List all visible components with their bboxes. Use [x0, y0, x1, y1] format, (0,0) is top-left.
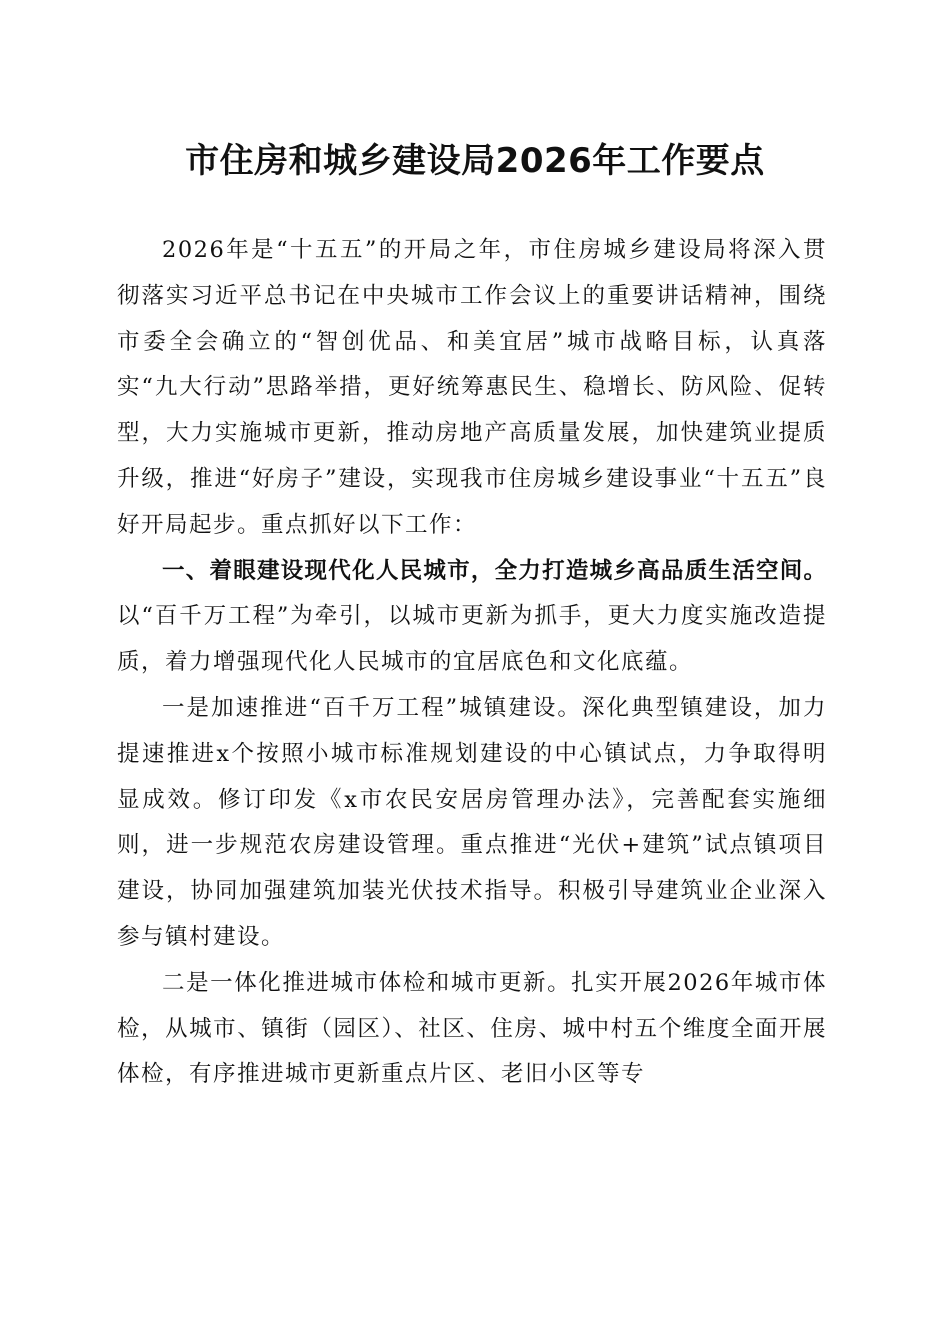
item-1-lead: 一是加速推进“百千万工程”城镇建设。 [162, 694, 582, 721]
item-1-body: 深化典型镇建设，加力提速推进x个按照小城市标准规划建设的中心镇试点，力争取得明显成效。修订印发《x市农民安居房管理办法》，完善配套实施细则，进一步规范农房建设管理。重点推进“光伏+建筑”试点镇项目建设，协同加强建筑加装光伏技术指导。积极引导建筑业企业深入参与镇村建设。 [117, 694, 827, 950]
document-body [117, 228, 827, 1098]
section-1-paragraph [117, 549, 827, 686]
section-1-body: 以“百千万工程”为牵引，以城市更新为抓手，更大力度实施改造提质，着力增强现代化人民城市的宜居底色和文化底蕴。 [117, 603, 827, 676]
item-2-body: 扎实开展2026年城市体检，从城市、镇街（园区）、社区、住房、城中村五个维度全面开展体检，有序推进城市更新重点片区、老旧小区等专 [117, 969, 827, 1088]
item-2-lead: 二是一体化推进城市体检和城市更新。 [162, 969, 572, 996]
intro-paragraph: 2026年是“十五五”的开局之年，市住房城乡建设局将深入贯彻落实习近平总书记在中央城市工作会议上的重要讲话精神，围绕市委全会确立的“智创优品、和美宜居”城市战略目标，认真落实“九大行动”思路举措，更好统筹惠民生、稳增长、防风险、促转型，大力实施城市更新，推动房地产高质量发展，加快建筑业提质升级，推进“好房子”建设，实现我市住房城乡建设事业“十五五”良好开局起步。重点抓好以下工作： [117, 237, 827, 538]
section-1-heading: 一、着眼建设现代化人民城市，全力打造城乡高品质生活空间。 [162, 557, 827, 584]
item-2-paragraph [117, 961, 827, 1098]
item-1-paragraph [117, 686, 827, 961]
document-title: 市住房和城乡建设局2026年工作要点 [185, 141, 765, 181]
